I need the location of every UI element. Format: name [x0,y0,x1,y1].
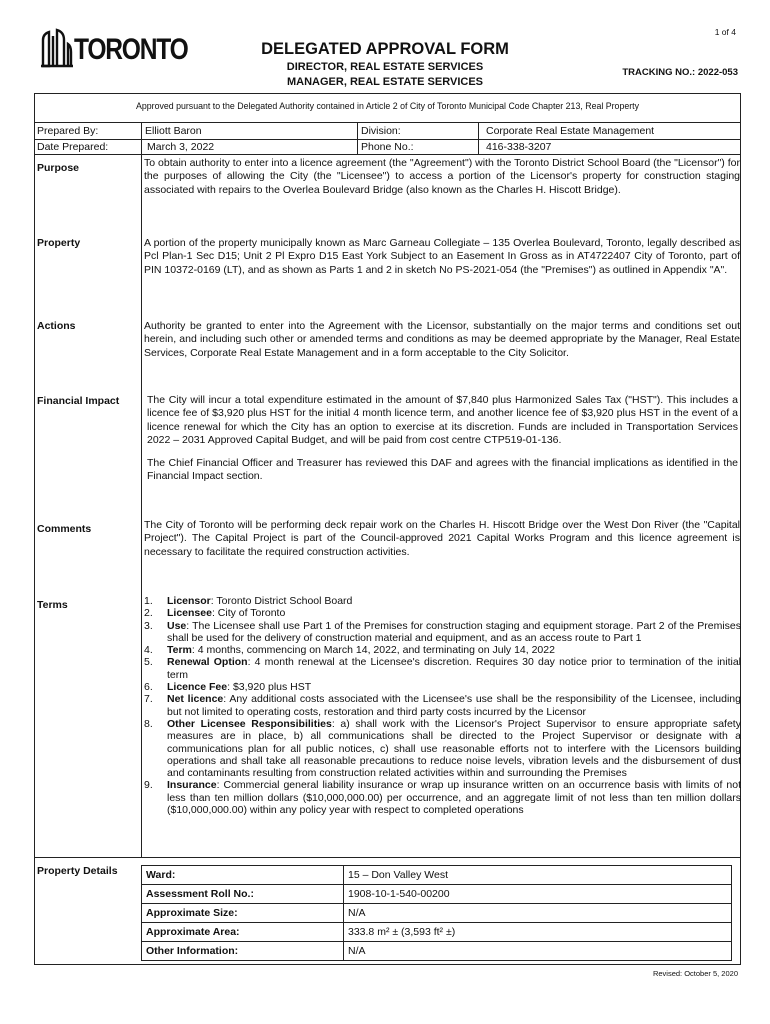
date-prepared-value: March 3, 2022 [147,141,215,153]
term-heading: Renewal Option [167,656,248,669]
term-body: : Any additional costs associated with the Licensee's use shall be the responsibility of the Licensee, including but not limited to operating costs, restoration and third party costs incurred by the Licensor [167,693,741,718]
comments-label: Comments [37,523,92,535]
term-heading: Term [167,644,192,657]
financial-impact-text [147,394,738,494]
term-body: : Toronto District School Board [210,595,353,607]
details-value: 1908-10-1-540-00200 [344,885,732,904]
list-item [144,644,741,656]
term-number: 8. [144,717,153,730]
list-item [144,595,741,607]
comments-text: The City of Toronto will be performing deck repair work on the Charles H. Hiscott Bridge over the West Don River (the "Capital Project"). The Capital Project is part of the Council-approved 2021 Capital Works Program and this licence agreement is necessary to facilitate the required construction activities. [144,519,740,558]
property-details-table [141,865,732,961]
table-row [142,885,732,904]
term-heading: Licence Fee [167,681,228,694]
actions-text: Authority be granted to enter into the Agreement with the Licensor, substantially on the major terms and conditions set out herein, and including such other or amended terms and conditions as may be deemed appropriate by the Manager, Real Estate Services, Corporate Real Estate Management and in a form acceptable to the City Solicitor. [144,320,740,359]
divider [141,122,142,154]
phone-value: 416-338-3207 [486,141,552,153]
prepared-by-label: Prepared By: [37,125,99,137]
list-item [144,656,741,681]
term-number: 5. [144,656,153,669]
term-number: 1. [144,595,153,607]
purpose-text: To obtain authority to enter into a licence agreement (the "Agreement") with the Toronto District School Board (the "Licensor") for the purposes of allowing the City (the "Licensee") to access a portion of the Licensor's property for construction staging associated with repairs to the Overlea Boulevard Bridge (also known as the Charles H. Hiscott Bridge). [144,157,740,196]
actions-label: Actions [37,320,76,332]
division-value: Corporate Real Estate Management [486,125,655,137]
form-subtitle-director: DIRECTOR, REAL ESTATE SERVICES [286,61,484,73]
term-body: : 4 month renewal at the Licensee's discretion. Requires 30 day notice prior to termination of the initial term [167,656,741,681]
approval-authority-note: Approved pursuant to the Delegated Authority contained in Article 2 of City of Toronto Municipal Code Chapter 213, Real Property [135,101,640,111]
term-heading: Insurance [167,779,217,792]
prepared-by-value: Elliott Baron [145,125,202,137]
toronto-logo [40,24,188,72]
details-key: Approximate Size: [142,904,344,923]
phone-label: Phone No.: [361,141,414,153]
term-body: : 4 months, commencing on March 14, 2022, and terminating on July 14, 2022 [191,644,555,657]
table-row [142,904,732,923]
term-heading: Licensee [167,607,212,620]
table-row [142,942,732,961]
term-heading: Other Licensee Responsibilities [167,717,332,730]
term-body: : Commercial general liability insurance or wrap up insurance written on an occurrence basis with limits of not less than ten million dollars ($10,000,000.00) per occurrence, and an aggregate limit of not less than ten million dollars ($10,000,000.00) within any policy year with respect to completed operations [167,779,741,817]
divider [34,857,741,858]
terms-list [144,595,741,816]
details-key: Ward: [142,866,344,885]
divider [478,122,479,154]
division-label: Division: [361,125,401,137]
property-text: A portion of the property municipally known as Marc Garneau Collegiate – 135 Overlea Boulevard, Toronto, legally described as Pcl Plan-1 Sec D15; Unit 2 Pl Expro D15 East York Subject to an Easement In Gross as in AT4722407 City of Toronto, part of PIN 10372-0169 (LT), and as shown as Parts 1 and 2 in sketch No PS-2021-054 (the "Premises") as outlined in Appendix "A". [144,237,740,276]
term-number: 2. [144,607,153,620]
form-title: DELEGATED APPROVAL FORM [261,40,509,58]
revision-date: Revised: October 5, 2020 [652,969,738,978]
term-heading: Use [167,619,187,632]
purpose-label: Purpose [37,162,80,174]
list-item [144,607,741,619]
list-item [144,693,741,718]
form-subtitle-manager: MANAGER, REAL ESTATE SERVICES [287,76,483,88]
list-item [144,681,741,693]
term-number: 7. [144,693,153,706]
city-hall-icon [40,26,74,70]
term-body: : City of Toronto [211,607,286,620]
term-number: 6. [144,681,153,694]
list-item [144,620,741,645]
list-item [144,718,741,779]
divider [141,154,142,857]
page-number: 1 of 4 [714,27,736,37]
term-number: 9. [144,779,153,792]
term-heading: Net licence [167,693,224,706]
term-body: : a) shall work with the Licensor's Project Supervisor to ensure appropriate safety measures are in place, b) all communications shall be directed to the Project Supervisor or designate with a communications plan for all public notices, c) shall use reasonable efforts not to interfere with the Licensors building operations and shall take all reasonable precautions to reduce noise levels, vibration levels and the disbursement of dust and contaminants resulting from construction related activities within and surrounding the Premises [167,717,741,780]
details-value: N/A [344,904,732,923]
term-number: 4. [144,644,153,657]
cfo-review-paragraph: The Chief Financial Officer and Treasurer has reviewed this DAF and agrees with the financial implications as identified in the Financial Impact section. [147,457,738,483]
tracking-number: TRACKING NO.: 2022-053 [622,67,738,78]
details-key: Other Information: [142,942,344,961]
term-body: : The Licensee shall use Part 1 of the Premises for construction staging and equipment storage. Part 2 of the Premises shall be used for the delivery of construction material and equipment, and as an access route to Part 1 [167,619,741,644]
financial-impact-paragraph: The City will incur a total expenditure estimated in the amount of $7,840 plus Harmonized Sales Tax ("HST"). This includes a licence fee of $3,920 plus HST for the initial 4 month licence term, and another licence fee of $3,920 plus HST in the event of a licence renewal for which the City has an option to exercise at its discretion. Funds are included in Transportation Services 2022 – 2031 Approved Capital Budget, and will be paid from cost centre CTP519-01-136. [147,394,738,446]
property-label: Property [37,237,81,249]
financial-impact-label: Financial Impact [37,395,120,407]
property-details-label: Property Details [37,865,118,877]
table-row [142,866,732,885]
term-heading: Licensor [167,595,211,607]
details-key: Approximate Area: [142,923,344,942]
terms-label: Terms [37,599,68,611]
details-value: N/A [344,942,732,961]
term-number: 3. [144,619,153,632]
logo-wordmark: TORONTO [74,33,188,66]
term-body: : $3,920 plus HST [227,681,312,694]
divider [357,122,358,154]
details-value: 333.8 m² ± (3,593 ft² ±) [344,923,732,942]
table-row [142,923,732,942]
list-item [144,779,741,816]
date-prepared-label: Date Prepared: [37,141,109,153]
details-key: Assessment Roll No.: [142,885,344,904]
details-value: 15 – Don Valley West [344,866,732,885]
